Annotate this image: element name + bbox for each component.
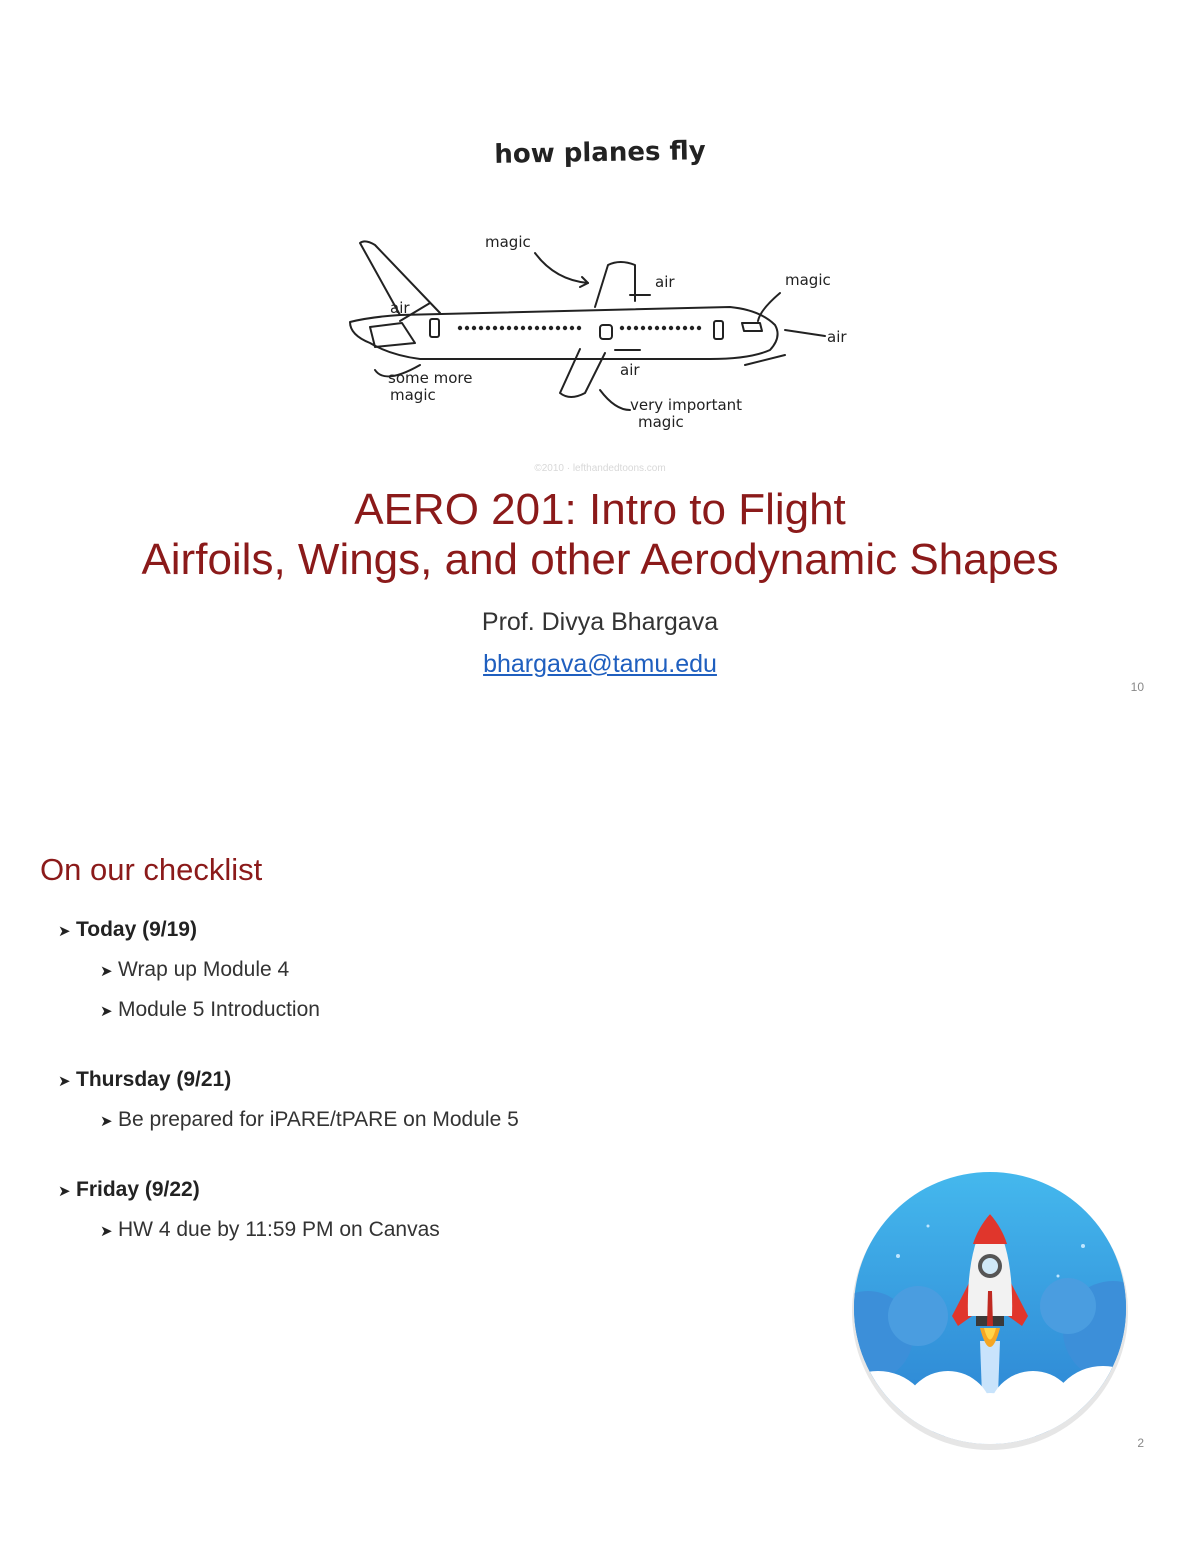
arrow-bullet-icon: ➤: [100, 1003, 113, 1020]
sketch-credit: ©2010 · lefthandedtoons.com: [534, 463, 666, 474]
checklist: [58, 916, 818, 1286]
arrow-bullet-icon: ➤: [58, 1183, 71, 1200]
label-some-more-magic: magic: [390, 386, 436, 404]
label-very-important-magic: magic: [638, 413, 684, 431]
rocket-icon: [848, 1166, 1132, 1450]
checklist-group-friday: [58, 1176, 818, 1244]
label-air-wing: air: [620, 361, 640, 379]
arrow-bullet-icon: ➤: [100, 1113, 113, 1130]
arrow-bullet-icon: ➤: [100, 1223, 113, 1240]
label-very-important: very important: [630, 396, 743, 414]
sketch-title: how planes fly: [494, 136, 706, 170]
checklist-title: On our checklist: [40, 852, 263, 887]
slide-title-line-1: AERO 201: Intro to Flight: [354, 485, 846, 534]
slide-title: [0, 485, 1200, 585]
list-item: ➤ Be prepared for iPARE/tPARE on Module 5: [58, 1106, 818, 1134]
group-heading: Thursday (9/21): [76, 1068, 232, 1091]
label-magic-top: magic: [485, 233, 531, 251]
slide-title-line-2: Airfoils, Wings, and other Aerodynamic Shapes: [141, 535, 1059, 584]
title-slide: [0, 0, 1200, 760]
label-air-tail: air: [390, 299, 410, 317]
list-item: ➤ HW 4 due by 11:59 PM on Canvas: [58, 1216, 818, 1244]
email-link[interactable]: bhargava@tamu.edu: [483, 650, 717, 678]
checklist-group-thursday: [58, 1066, 818, 1134]
page-number: 10: [1130, 680, 1144, 694]
arrow-bullet-icon: ➤: [58, 1073, 71, 1090]
group-heading: Friday (9/22): [76, 1178, 200, 1201]
checklist-slide: [0, 776, 1200, 1553]
airplane-sketch-icon: [330, 225, 870, 480]
author-email: [0, 650, 1200, 679]
group-heading: Today (9/19): [76, 918, 197, 941]
list-item: ➤ Module 5 Introduction: [58, 996, 818, 1024]
page-number: 2: [1137, 1436, 1144, 1450]
checklist-group-today: [58, 916, 818, 1024]
arrow-bullet-icon: ➤: [58, 923, 71, 940]
label-air-top: air: [655, 273, 675, 291]
author-name: Prof. Divya Bhargava: [481, 608, 719, 636]
list-item: ➤ Wrap up Module 4: [58, 956, 818, 984]
label-some-more: some more: [388, 369, 473, 387]
arrow-bullet-icon: ➤: [100, 963, 113, 980]
label-magic-nose: magic: [785, 271, 831, 289]
label-air-nose: air: [827, 328, 847, 346]
